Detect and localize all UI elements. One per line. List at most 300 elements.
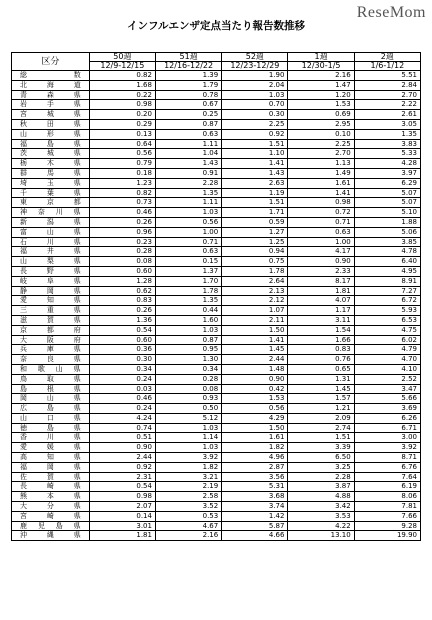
- prefecture-char: 熊: [20, 492, 27, 501]
- header-date-range: 12/9-12/15: [89, 62, 155, 71]
- report-value: 1.27: [222, 227, 288, 237]
- report-value: 2.13: [222, 286, 288, 296]
- prefecture-char: 口: [46, 413, 54, 422]
- report-value: 0.92: [89, 462, 155, 472]
- prefecture-name: [12, 80, 90, 90]
- report-value: 0.74: [89, 423, 155, 433]
- prefecture-char: 三: [20, 306, 27, 315]
- report-value: 5.12: [155, 413, 221, 423]
- prefecture-char: 県: [73, 139, 81, 148]
- prefecture-name: [12, 198, 90, 208]
- report-value: 0.76: [288, 355, 354, 365]
- prefecture-name: [12, 208, 90, 218]
- report-value: 1.14: [155, 433, 221, 443]
- report-value: 1.57: [288, 394, 354, 404]
- header-week: 2週: [354, 53, 420, 62]
- prefecture-char: 愛: [20, 296, 27, 305]
- report-value: 0.90: [288, 257, 354, 267]
- report-value: 1.50: [222, 423, 288, 433]
- report-value: 4.78: [354, 247, 420, 257]
- report-value: 2.19: [155, 482, 221, 492]
- prefecture-char: 道: [73, 80, 81, 89]
- prefecture-char: 神: [20, 208, 27, 217]
- report-value: 19.90: [354, 531, 420, 541]
- report-value: 2.58: [155, 492, 221, 502]
- table-row: [12, 423, 421, 433]
- table-row: [12, 276, 421, 286]
- prefecture-char: 秋: [20, 119, 27, 128]
- prefecture-char: 県: [73, 345, 81, 354]
- table-row: [12, 178, 421, 188]
- report-value: 0.46: [89, 208, 155, 218]
- header-date-range: 12/23-12/29: [222, 62, 288, 71]
- report-value: 6.19: [354, 482, 420, 492]
- prefecture-name: [12, 511, 90, 521]
- report-value: 1.39: [155, 71, 221, 81]
- table-row: [12, 257, 421, 267]
- prefecture-label: [14, 502, 87, 511]
- prefecture-name: [12, 119, 90, 129]
- prefecture-char: 富: [20, 227, 27, 236]
- report-value: 0.69: [288, 110, 354, 120]
- prefecture-char: 川: [55, 208, 63, 217]
- table-row: [12, 453, 421, 463]
- report-value: 1.30: [155, 355, 221, 365]
- prefecture-char: 岡: [46, 462, 54, 471]
- table-row: [12, 217, 421, 227]
- report-value: 0.18: [89, 168, 155, 178]
- prefecture-char: 愛: [20, 443, 27, 452]
- prefecture-char: 海: [46, 80, 54, 89]
- table-row: [12, 394, 421, 404]
- prefecture-char: 県: [73, 178, 81, 187]
- report-value: 0.95: [155, 345, 221, 355]
- prefecture-char: 県: [73, 168, 81, 177]
- report-value: 0.22: [89, 90, 155, 100]
- report-value: 3.05: [354, 119, 420, 129]
- report-value: 0.24: [89, 374, 155, 384]
- prefecture-name: [12, 247, 90, 257]
- report-value: 2.95: [288, 119, 354, 129]
- prefecture-label: [14, 159, 87, 168]
- report-value: 2.25: [288, 139, 354, 149]
- prefecture-char: 手: [46, 100, 54, 109]
- prefecture-label: [14, 110, 87, 119]
- prefecture-char: 県: [73, 149, 81, 158]
- report-value: 1.04: [155, 149, 221, 159]
- prefecture-char: 山: [20, 129, 27, 138]
- report-value: 0.98: [89, 100, 155, 110]
- prefecture-name: [12, 306, 90, 316]
- prefecture-char: 県: [73, 276, 81, 285]
- report-value: 1.81: [288, 286, 354, 296]
- prefecture-char: 県: [73, 404, 81, 413]
- prefecture-label: [14, 247, 87, 256]
- report-value: 4.70: [354, 355, 420, 365]
- prefecture-char: 大: [20, 335, 27, 344]
- prefecture-label: [14, 433, 87, 442]
- prefecture-name: [12, 394, 90, 404]
- prefecture-name: [12, 110, 90, 120]
- report-value: 3.11: [288, 315, 354, 325]
- report-value: 3.01: [89, 521, 155, 531]
- report-value: 3.52: [155, 502, 221, 512]
- report-value: 1.45: [288, 384, 354, 394]
- report-value: 0.51: [89, 433, 155, 443]
- prefecture-char: 県: [73, 443, 81, 452]
- prefecture-name: [12, 129, 90, 139]
- table-row: [12, 502, 421, 512]
- prefecture-char: 兵: [20, 345, 27, 354]
- prefecture-label: [14, 130, 87, 139]
- prefecture-label: [14, 394, 87, 403]
- prefecture-char: 井: [46, 247, 54, 256]
- report-value: 2.70: [288, 149, 354, 159]
- prefecture-label: [14, 512, 87, 521]
- report-value: 1.61: [288, 178, 354, 188]
- prefecture-char: 形: [46, 129, 54, 138]
- prefecture-char: 県: [73, 355, 81, 364]
- report-value: 0.60: [89, 335, 155, 345]
- report-value: 3.21: [155, 472, 221, 482]
- report-value: 2.74: [288, 423, 354, 433]
- report-value: 1.50: [222, 325, 288, 335]
- report-value: 6.29: [354, 178, 420, 188]
- table-row: [12, 345, 421, 355]
- prefecture-char: 森: [46, 90, 54, 99]
- prefecture-char: 島: [46, 423, 54, 432]
- prefecture-char: 岐: [20, 276, 27, 285]
- report-value: 0.82: [89, 188, 155, 198]
- report-value: 7.64: [354, 472, 420, 482]
- report-value: 4.17: [288, 247, 354, 257]
- prefecture-char: 埼: [20, 178, 27, 187]
- report-value: 1.42: [222, 511, 288, 521]
- report-value: 1.28: [89, 276, 155, 286]
- table-row: [12, 188, 421, 198]
- report-value: 1.81: [89, 531, 155, 541]
- report-value: 2.63: [222, 178, 288, 188]
- prefecture-label: [14, 81, 87, 90]
- prefecture-char: 滋: [20, 315, 27, 324]
- table-row: [12, 355, 421, 365]
- prefecture-label: [14, 355, 87, 364]
- report-value: 0.72: [288, 208, 354, 218]
- prefecture-char: 都: [46, 325, 54, 334]
- report-value: 1.41: [222, 335, 288, 345]
- prefecture-name: [12, 296, 90, 306]
- report-value: 4.67: [155, 521, 221, 531]
- report-value: 3.47: [354, 384, 420, 394]
- prefecture-name: [12, 227, 90, 237]
- prefecture-label: [14, 473, 87, 482]
- report-value: 0.34: [89, 364, 155, 374]
- prefecture-char: 島: [20, 384, 27, 393]
- prefecture-char: 根: [46, 384, 54, 393]
- table-row: [12, 531, 421, 541]
- report-value: 1.25: [222, 237, 288, 247]
- report-value: 0.65: [288, 364, 354, 374]
- prefecture-char: 野: [46, 266, 54, 275]
- report-value: 2.16: [288, 71, 354, 81]
- report-value: 0.03: [89, 384, 155, 394]
- report-value: 5.10: [354, 208, 420, 218]
- prefecture-char: 県: [73, 364, 81, 373]
- report-value: 1.60: [155, 315, 221, 325]
- report-value: 1.78: [155, 286, 221, 296]
- prefecture-char: 城: [46, 110, 54, 119]
- report-value: 3.56: [222, 472, 288, 482]
- prefecture-char: 県: [73, 237, 81, 246]
- prefecture-char: 阜: [46, 276, 54, 285]
- prefecture-char: 福: [20, 462, 27, 471]
- report-value: 5.06: [354, 227, 420, 237]
- report-value: 0.63: [288, 227, 354, 237]
- report-value: 2.44: [222, 355, 288, 365]
- table-row: [12, 71, 421, 81]
- report-value: 5.33: [354, 149, 420, 159]
- prefecture-name: [12, 168, 90, 178]
- prefecture-label: [14, 140, 87, 149]
- report-value: 4.66: [222, 531, 288, 541]
- table-row: [12, 159, 421, 169]
- report-value: 2.44: [89, 453, 155, 463]
- prefecture-char: 奈: [20, 355, 27, 364]
- report-value: 0.13: [89, 129, 155, 139]
- report-value: 1.21: [288, 404, 354, 414]
- report-value: 2.12: [222, 296, 288, 306]
- report-value: 6.71: [354, 423, 420, 433]
- prefecture-char: 県: [73, 423, 81, 432]
- report-value: 1.43: [155, 159, 221, 169]
- report-value: 0.26: [89, 306, 155, 316]
- report-value: 1.51: [222, 139, 288, 149]
- prefecture-char: 県: [73, 247, 81, 256]
- report-value: 3.83: [354, 139, 420, 149]
- report-value: 1.51: [222, 198, 288, 208]
- report-value: 0.60: [89, 266, 155, 276]
- prefecture-label: [14, 443, 87, 452]
- prefecture-char: 岡: [46, 286, 54, 295]
- report-value: 5.87: [222, 521, 288, 531]
- report-value: 3.97: [354, 168, 420, 178]
- prefecture-label: [14, 336, 87, 345]
- prefecture-char: 県: [73, 217, 81, 226]
- report-value: 1.78: [222, 266, 288, 276]
- report-value: 3.85: [354, 237, 420, 247]
- prefecture-char: 県: [73, 531, 81, 540]
- influenza-report-table: [11, 52, 421, 541]
- report-value: 0.30: [222, 110, 288, 120]
- prefecture-char: 川: [46, 237, 54, 246]
- report-value: 2.28: [288, 472, 354, 482]
- table-row: [12, 286, 421, 296]
- table-row: [12, 335, 421, 345]
- table-header: [12, 53, 421, 71]
- prefecture-char: 福: [20, 139, 27, 148]
- prefecture-label: [14, 257, 87, 266]
- prefecture-char: 県: [73, 462, 81, 471]
- prefecture-char: 山: [46, 394, 54, 403]
- report-value: 1.47: [288, 80, 354, 90]
- prefecture-char: 県: [73, 100, 81, 109]
- prefecture-char: 取: [46, 374, 54, 383]
- header-week: 1週: [288, 53, 354, 62]
- header-date-range: 12/30-1/5: [288, 62, 354, 71]
- report-value: 4.88: [288, 492, 354, 502]
- prefecture-label: [14, 482, 87, 491]
- report-value: 1.66: [288, 335, 354, 345]
- report-value: 0.93: [155, 394, 221, 404]
- report-value: 6.76: [354, 462, 420, 472]
- prefecture-name: [12, 502, 90, 512]
- report-value: 0.23: [89, 237, 155, 247]
- prefecture-name: [12, 100, 90, 110]
- report-value: 0.30: [89, 355, 155, 365]
- prefecture-label: [14, 365, 87, 374]
- report-value: 1.23: [89, 178, 155, 188]
- report-value: 6.53: [354, 315, 420, 325]
- prefecture-name: [12, 443, 90, 453]
- report-value: 7.66: [354, 511, 420, 521]
- prefecture-char: 山: [20, 257, 27, 266]
- prefecture-name: [12, 217, 90, 227]
- prefecture-label: [14, 404, 87, 413]
- prefecture-label: [14, 238, 87, 247]
- report-value: 1.71: [222, 208, 288, 218]
- report-value: 1.41: [288, 188, 354, 198]
- prefecture-char: 田: [46, 119, 54, 128]
- prefecture-label: [14, 345, 87, 354]
- prefecture-label: [14, 277, 87, 286]
- prefecture-char: 分: [46, 502, 54, 511]
- report-value: 2.61: [354, 110, 420, 120]
- prefecture-char: 県: [73, 296, 81, 305]
- report-value: 0.98: [288, 198, 354, 208]
- report-value: 0.29: [89, 119, 155, 129]
- report-value: 1.31: [288, 374, 354, 384]
- report-value: 4.24: [89, 413, 155, 423]
- report-value: 2.09: [288, 413, 354, 423]
- report-value: 0.54: [89, 325, 155, 335]
- report-value: 1.54: [288, 325, 354, 335]
- prefecture-char: 県: [73, 384, 81, 393]
- report-value: 1.20: [288, 90, 354, 100]
- report-value: 2.31: [89, 472, 155, 482]
- prefecture-label: [14, 414, 87, 423]
- table-row: [12, 198, 421, 208]
- prefecture-char: 県: [73, 90, 81, 99]
- report-value: 0.91: [155, 168, 221, 178]
- report-value: 0.63: [155, 247, 221, 257]
- prefecture-char: 広: [20, 404, 27, 413]
- report-value: 0.08: [89, 257, 155, 267]
- prefecture-char: 茨: [20, 149, 27, 158]
- report-value: 0.42: [222, 384, 288, 394]
- report-value: 3.87: [288, 482, 354, 492]
- table-row: [12, 521, 421, 531]
- table-row: [12, 266, 421, 276]
- table-row: [12, 208, 421, 218]
- report-value: 5.51: [354, 71, 420, 81]
- report-value: 2.22: [354, 100, 420, 110]
- report-value: 4.96: [222, 453, 288, 463]
- report-value: 8.17: [288, 276, 354, 286]
- report-value: 2.25: [222, 119, 288, 129]
- table-row: [12, 129, 421, 139]
- report-value: 4.10: [354, 364, 420, 374]
- report-value: 3.92: [155, 453, 221, 463]
- prefecture-char: 大: [20, 502, 27, 511]
- table-row: [12, 443, 421, 453]
- report-value: 0.26: [89, 217, 155, 227]
- header-week-row: [12, 53, 421, 62]
- report-value: 1.53: [222, 394, 288, 404]
- prefecture-char: 徳: [20, 423, 27, 432]
- report-value: 0.87: [155, 119, 221, 129]
- prefecture-char: 県: [73, 159, 81, 168]
- prefecture-char: 宮: [20, 110, 27, 119]
- report-value: 1.13: [288, 159, 354, 169]
- report-value: 6.50: [288, 453, 354, 463]
- prefecture-name: [12, 159, 90, 169]
- prefecture-char: 重: [46, 306, 54, 315]
- report-value: 0.20: [89, 110, 155, 120]
- prefecture-char: 葉: [46, 188, 54, 197]
- table-row: [12, 511, 421, 521]
- report-value: 5.07: [354, 188, 420, 198]
- prefecture-char: 賀: [46, 315, 54, 324]
- report-value: 0.83: [89, 296, 155, 306]
- prefecture-char: 県: [73, 266, 81, 275]
- prefecture-char: 木: [46, 159, 54, 168]
- report-value: 0.90: [222, 374, 288, 384]
- report-value: 3.39: [288, 443, 354, 453]
- prefecture-label: [14, 91, 87, 100]
- report-value: 0.53: [155, 511, 221, 521]
- prefecture-char: 県: [73, 394, 81, 403]
- prefecture-label: [14, 149, 87, 158]
- prefecture-char: 玉: [46, 178, 54, 187]
- report-value: 4.07: [288, 296, 354, 306]
- report-value: 1.17: [288, 306, 354, 316]
- report-value: 0.67: [155, 100, 221, 110]
- report-value: 0.64: [89, 139, 155, 149]
- prefecture-name: [12, 257, 90, 267]
- prefecture-label: [14, 463, 87, 472]
- report-value: 6.72: [354, 296, 420, 306]
- report-value: 1.61: [222, 433, 288, 443]
- prefecture-label: [14, 522, 87, 531]
- report-value: 5.07: [354, 198, 420, 208]
- table-row: [12, 492, 421, 502]
- report-value: 1.19: [222, 188, 288, 198]
- prefecture-char: 県: [73, 492, 81, 501]
- report-value: 3.69: [354, 404, 420, 414]
- prefecture-char: 東: [20, 198, 27, 207]
- report-value: 0.34: [155, 364, 221, 374]
- prefecture-char: 県: [73, 315, 81, 324]
- prefecture-char: 府: [73, 325, 81, 334]
- table-row: [12, 472, 421, 482]
- report-value: 0.70: [222, 100, 288, 110]
- report-value: 1.48: [222, 364, 288, 374]
- prefecture-char: 宮: [20, 511, 27, 520]
- prefecture-char: 島: [46, 139, 54, 148]
- prefecture-name: [12, 364, 90, 374]
- table-row: [12, 462, 421, 472]
- report-value: 1.37: [155, 266, 221, 276]
